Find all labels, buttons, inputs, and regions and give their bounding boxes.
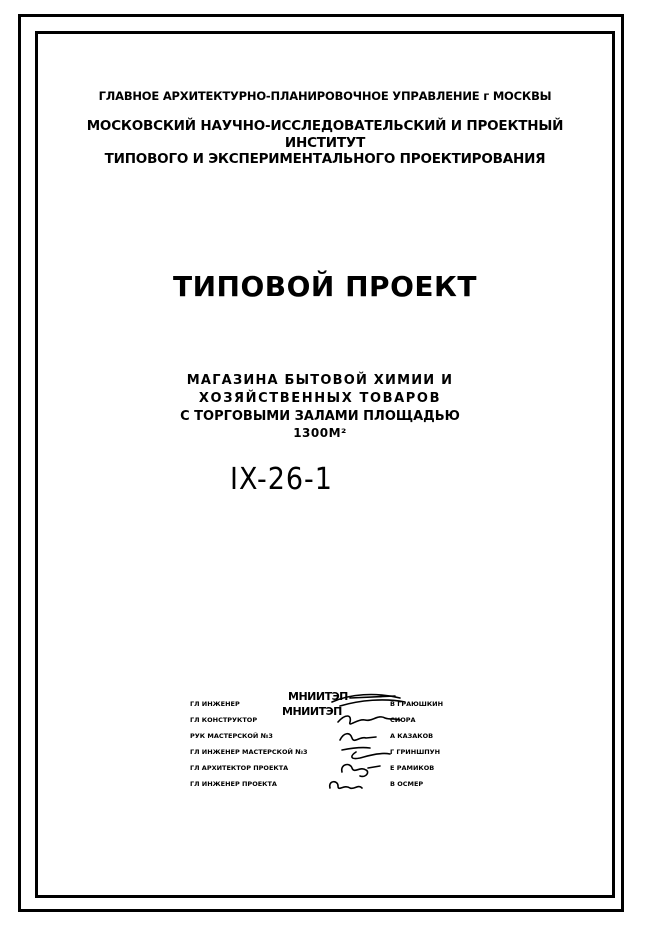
- signatory-role: ГЛ ИНЖЕНЕР: [190, 700, 240, 708]
- subtitle-line-2: ХОЗЯЙСТВЕННЫХ ТОВАРОВ: [198, 391, 442, 406]
- signatory-role: ГЛ ИНЖЕНЕР МАСТЕРСКОЙ №3: [190, 748, 308, 756]
- signature-scribble: [330, 782, 362, 789]
- signatory-name: В ОСМЕР: [390, 780, 424, 788]
- institute-stamp: МНИИТЭП: [282, 705, 342, 718]
- document-title: ТИПОВОЙ ПРОЕКТ: [173, 270, 477, 303]
- signature-scribble: [332, 695, 405, 706]
- signatory-role: ГЛ ИНЖЕНЕР ПРОЕКТА: [190, 780, 277, 788]
- signatory-name: В ГРАЮШКИН: [390, 700, 444, 708]
- project-code: IX-26-1: [230, 462, 333, 497]
- signature-scribble: [340, 734, 376, 741]
- signature-scribble: [338, 716, 400, 724]
- signatory-name: Г ГРИНШПУН: [390, 748, 441, 756]
- subtitle-line-1: МАГАЗИНА БЫТОВОЙ ХИМИИ И: [186, 373, 454, 388]
- signature-scribble: [342, 765, 380, 777]
- signatory-role: ГЛ КОНСТРУКТОР: [190, 716, 258, 724]
- signature-block: [190, 692, 480, 802]
- institute-stamp: МНИИТЭП: [288, 690, 348, 703]
- signature-scribble: [342, 748, 390, 759]
- signatory-name: СИОРА: [390, 716, 416, 724]
- signatory-role: ГЛ АРХИТЕКТОР ПРОЕКТА: [190, 764, 289, 772]
- signatory-name: Е РАМИКОВ: [390, 764, 435, 772]
- ministry-header: ГЛАВНОЕ АРХИТЕКТУРНО-ПЛАНИРОВОЧНОЕ УПРАВЛЕНИЕ г МОСКВЫ: [98, 89, 552, 103]
- handwritten-signatures: [190, 692, 480, 802]
- institute-name-line-1: МОСКОВСКИЙ НАУЧНО-ИССЛЕДОВАТЕЛЬСКИЙ И ПРОЕКТНЫЙ: [86, 118, 564, 134]
- institute-name-line-2: ИНСТИТУТ: [284, 135, 366, 151]
- subtitle-line-4: 1300М²: [293, 426, 347, 440]
- subtitle-line-3: С ТОРГОВЫМИ ЗАЛАМИ ПЛОЩАДЬЮ: [180, 409, 460, 424]
- institute-name-line-3: ТИПОВОГО И ЭКСПЕРИМЕНТАЛЬНОГО ПРОЕКТИРОВАНИЯ: [104, 151, 546, 167]
- signatory-name: А КАЗАКОВ: [390, 732, 434, 740]
- signatory-role: РУК МАСТЕРСКОЙ №3: [190, 732, 273, 740]
